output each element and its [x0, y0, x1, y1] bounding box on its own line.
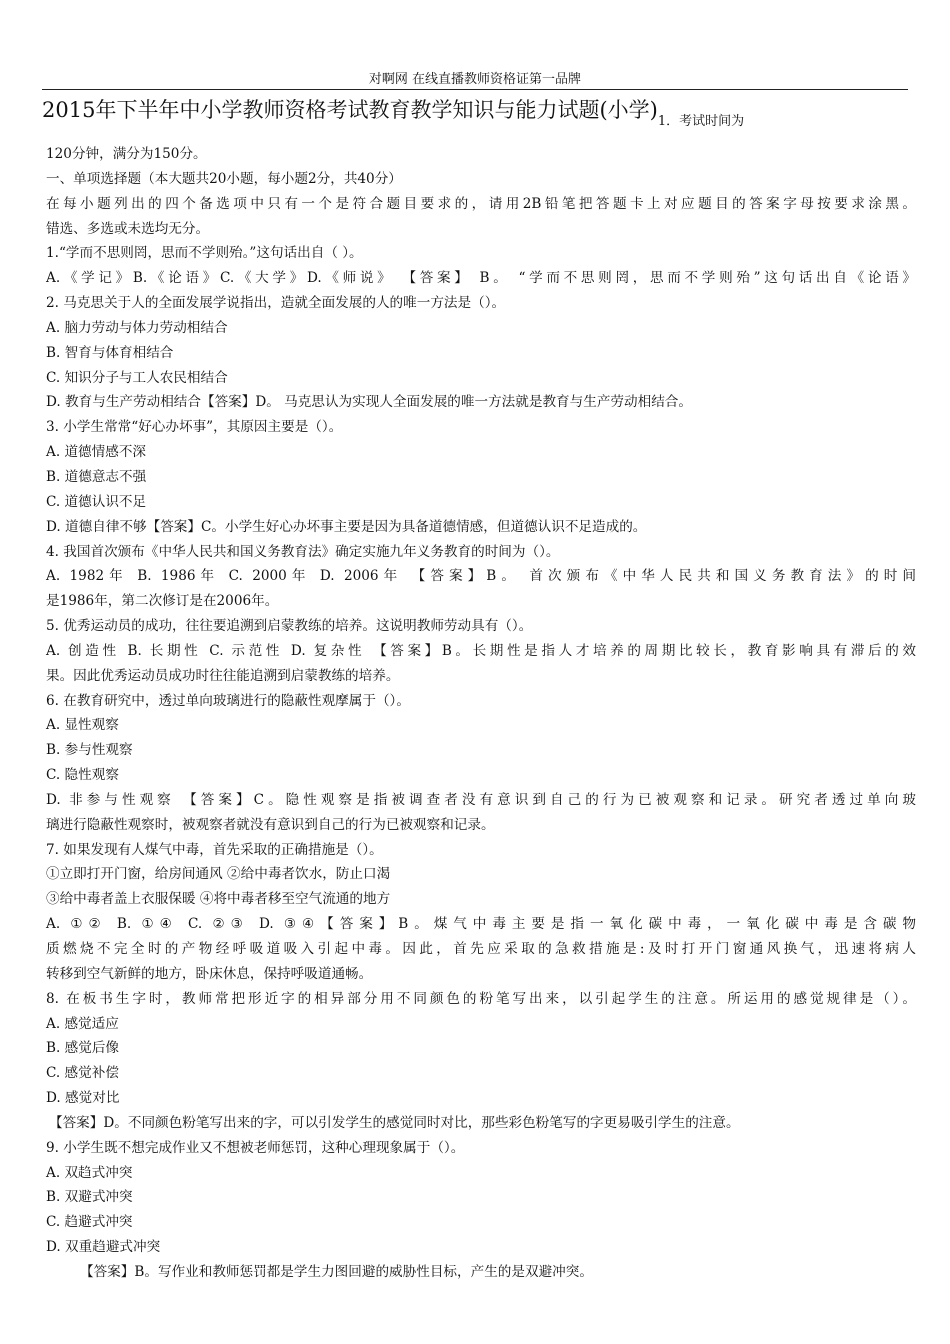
document-title [42, 94, 922, 138]
question-line: 2. 马克思关于人的全面发展学说指出，造就全面发展的人的唯一方法是（）。 [46, 295, 506, 312]
text-line: 是1986年，第二次修订是在2006年。 [46, 593, 279, 610]
page-header: 对啊网 在线直播教师资格证第一品牌 [368, 72, 582, 87]
text-line: 果。因此优秀运动员成功时往往能追溯到启蒙教练的培养。 [46, 667, 400, 684]
title-main: 2015年下半年中小学教师资格考试教育教学知识与能力试题(小学) [42, 98, 658, 122]
answer-line: D. 非参与性观察 【答案】C。隐性观察是指被调查者没有意识到自己的行为已被观察和记录。研究者透过单向玻 [46, 791, 916, 808]
option-line: D. 感觉对比 [46, 1090, 120, 1107]
answer-line: D. 教育与生产劳动相结合【答案】D。 马克思认为实现人全面发展的唯一方法就是教育与生产劳动相结合。 [46, 394, 692, 411]
option-line: ③给中毒者盖上衣服保暖 ④将中毒者移至空气流通的地方 [46, 891, 391, 908]
answer-line: A. 1982年 B. 1986年 C. 2000年 D. 2006年 【答案】B。 首次颁布《中华人民共和国义务教育法》的时间 [46, 568, 916, 585]
question-line: 1.“学而不思则罔，思而不学则殆。”这句话出自（ ）。 [46, 245, 363, 262]
option-line: C. 趋避式冲突 [46, 1214, 133, 1231]
question-line: 5. 优秀运动员的成功，往往要追溯到启蒙教练的培养。这说明教师劳动具有（）。 [46, 618, 533, 635]
question-line: 6. 在教育研究中，透过单向玻璃进行的隐蔽性观摩属于（）。 [46, 692, 410, 709]
answer-line: A. ①② B. ①④ C. ②③ D. ③④【答案】B。煤气中毒主要是指一氧化碳中毒，一氧化碳中毒是含碳物 [46, 916, 916, 933]
option-line: ①立即打开门窗，给房间通风 ②给中毒者饮水，防止口渴 [46, 866, 391, 883]
title-note: 1．考试时间为 [657, 114, 745, 129]
option-line: A. 双趋式冲突 [46, 1164, 133, 1181]
answer-line: A. 创造性 B. 长期性 C. 示范性 D. 复杂性 【答案】B。长期性是指人才培养的周期比较长，教育影响具有滞后的效 [46, 642, 916, 659]
question-line: 4. 我国首次颁布《中华人民共和国义务教育法》确定实施九年义务教育的时间为（）。 [46, 543, 560, 560]
text-line: 在每小题列出的四个备选项中只有一个是符合题目要求的，请用2B铅笔把答题卡上对应题目的答案字母按要求涂黑。 [46, 195, 916, 212]
text-line: 璃进行隐蔽性观察时，被观察者就没有意识到自己的行为已被观察和记录。 [46, 816, 495, 833]
option-line: A. 感觉适应 [46, 1015, 119, 1032]
question-line: 7. 如果发现有人煤气中毒，首先采取的正确措施是（）。 [46, 841, 383, 858]
text-line: 质燃烧不完全时的产物经呼吸道吸入引起中毒。因此，首先应采取的急救措施是:及时打开门窗通风换气，迅速将病人 [46, 941, 916, 957]
header-divider [42, 89, 908, 90]
question-line: 9. 小学生既不想完成作业又不想被老师惩罚，这种心理现象属于（）。 [46, 1139, 465, 1156]
option-line: A. 道德情感不深 [46, 444, 147, 461]
option-line: B. 双避式冲突 [46, 1189, 133, 1206]
question-line: 3. 小学生常常“好心办坏事”，其原因主要是（）。 [46, 419, 343, 436]
answer-line: D. 道德自律不够【答案】C。小学生好心办坏事主要是因为具备道德情感，但道德认识不足造成的。 [46, 518, 647, 535]
option-line: C. 感觉补偿 [46, 1065, 119, 1082]
option-line: C. 隐性观察 [46, 767, 119, 784]
option-line: B. 感觉后像 [46, 1040, 120, 1057]
option-line: B. 智育与体育相结合 [46, 344, 174, 361]
option-line: A. 脑力劳动与体力劳动相结合 [46, 319, 228, 336]
question-line: 8. 在板书生字时，教师常把形近字的相异部分用不同颜色的粉笔写出来，以引起学生的注意。所运用的感觉规律是（）。 [46, 990, 916, 1007]
answer-line: 【答案】D。不同颜色粉笔写出来的字，可以引发学生的感觉同时对比，那些彩色粉笔写的字更易吸引学生的注意。 [49, 1114, 740, 1131]
text-line: 120分钟，满分为150分。 [46, 146, 207, 162]
text-line: 转移到空气新鲜的地方，卧床休息，保持呼吸道通畅。 [46, 965, 373, 982]
option-line: B. 参与性观察 [46, 742, 133, 759]
section-heading: 一、单项选择题（本大题共20小题，每小题2分，共40分） [46, 170, 402, 187]
option-line: C. 道德认识不足 [46, 493, 147, 510]
option-line: B. 道德意志不强 [46, 468, 147, 485]
option-line: C. 知识分子与工人农民相结合 [46, 369, 228, 386]
answer-line: A.《学记》B.《论语》C.《大学》D.《师说》 【答案】 B。 “学而不思则罔，思而不学则殆”这句话出自《论语》 [46, 270, 916, 287]
answer-line: 【答案】B。写作业和教师惩罚都是学生力图回避的威胁性目标，产生的是双避冲突。 [80, 1263, 593, 1280]
option-line: D. 双重趋避式冲突 [46, 1239, 161, 1256]
text-line: 错选、多选或未选均无分。 [46, 220, 210, 237]
option-line: A. 显性观察 [46, 717, 119, 734]
document-body [0, 142, 950, 1285]
